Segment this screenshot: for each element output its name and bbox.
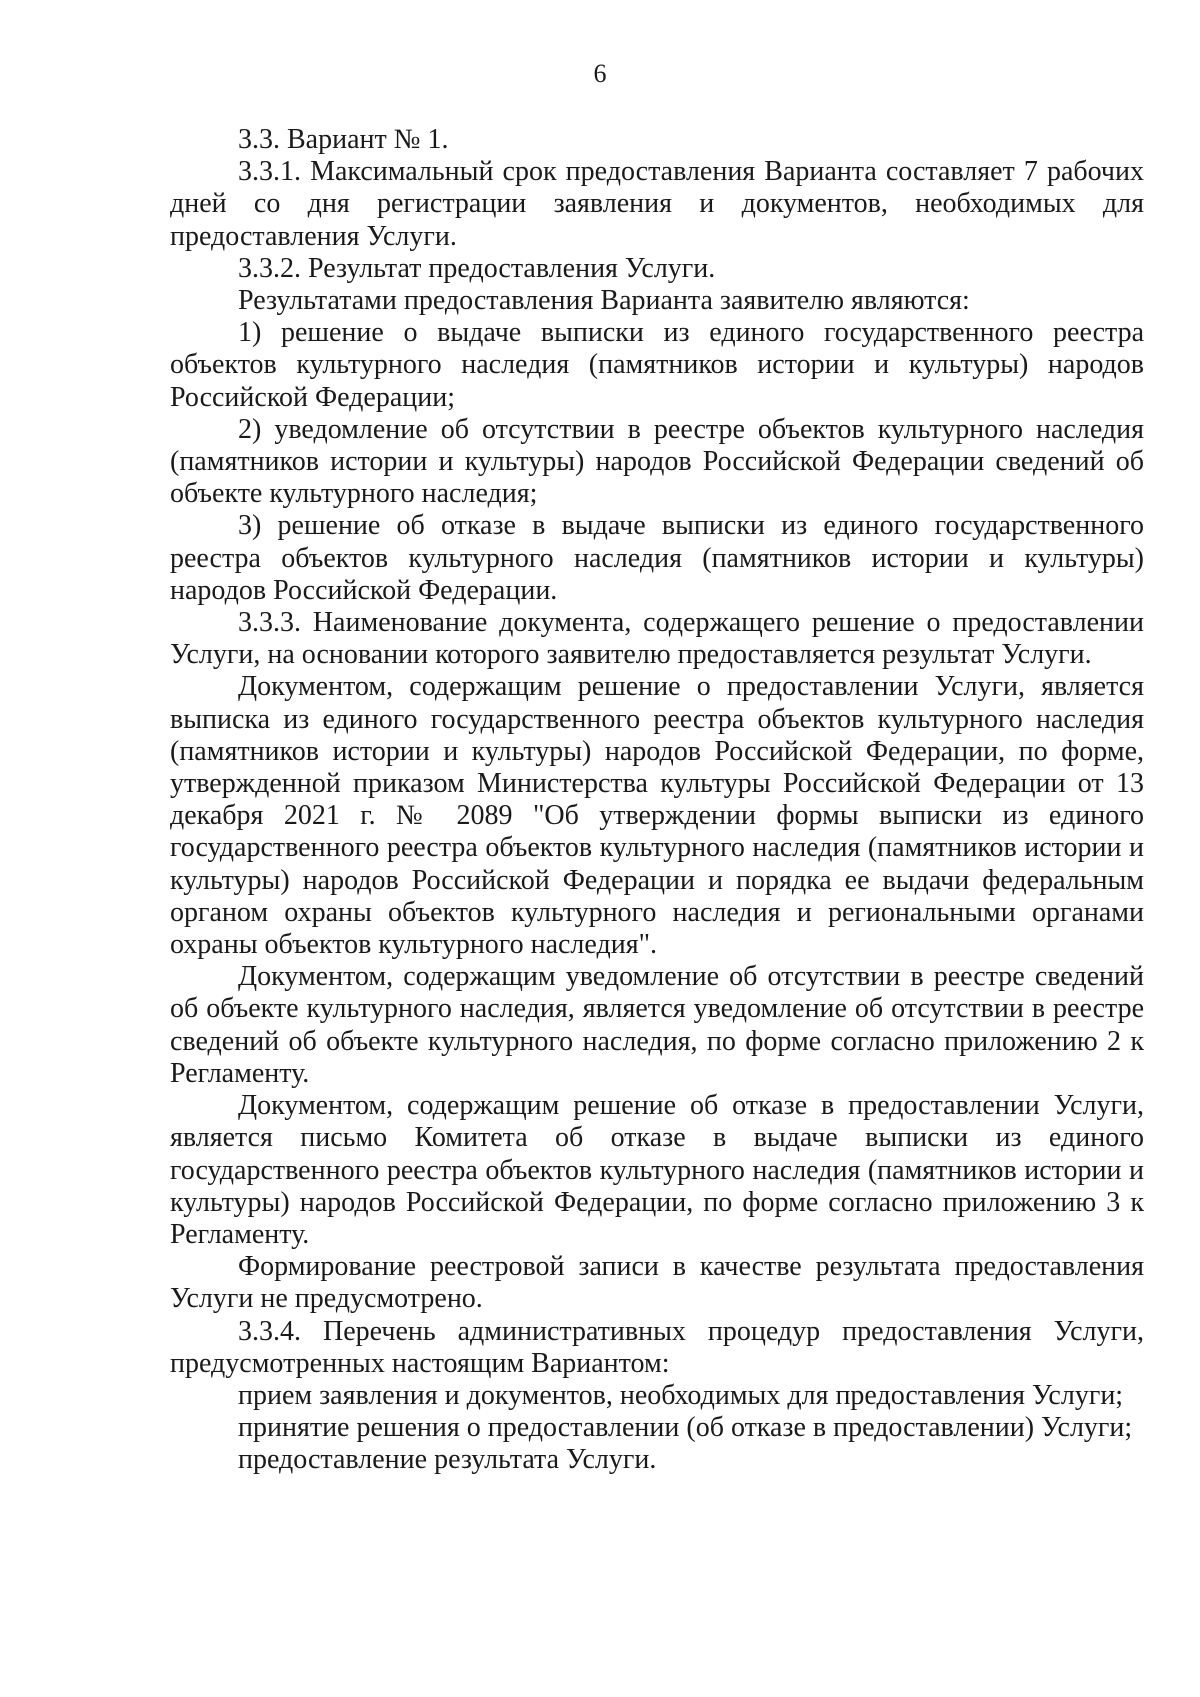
paragraph-document-refusal: Документом, содержащим решение об отказе в предоставлении Услуги, является письмо Комитета об отказе в выдаче выписки из единого государственного реестра объектов культурного наследия (памятников истории и культуры) народов Российской Федерации, по форме согласно приложению 3 к Регламенту. (170, 1090, 1144, 1250)
paragraph-document-notice: Документом, содержащим уведомление об отсутствии в реестре сведений об объекте культурного наследия, является уведомление об отсутствии в реестре сведений об объекте культурного наследия, по форме согласно приложению 2 к Регламенту. (170, 961, 1144, 1089)
list-item-3: 3) решение об отказе в выдаче выписки из единого государственного реестра объектов культурного наследия (памятников истории и культуры) народов Российской Федерации. (170, 510, 1144, 606)
procedure-item-2: принятие решения о предоставлении (об отказе в предоставлении) Услуги; (238, 1412, 1133, 1444)
list-item-2: 2) уведомление об отсутствии в реестре объектов культурного наследия (памятников истории и культуры) народов Российской Федерации сведений об объекте культурного наследия; (170, 413, 1144, 510)
page-number: 6 (593, 59, 607, 88)
procedure-item-3: предоставление результата Услуги. (238, 1444, 657, 1476)
paragraph-3-3-4: 3.3.4. Перечень административных процедур предоставления Услуги, предусмотренных настоящим Вариантом: (170, 1315, 1144, 1379)
document-body (170, 124, 1144, 1477)
paragraph-registry-record: Формирование реестровой записи в качестве результата предоставления Услуги не предусмотрено. (170, 1251, 1144, 1315)
section-heading-3-3-2: 3.3.2. Результат предоставления Услуги. (238, 252, 716, 284)
paragraph-3-3-3: 3.3.3. Наименование документа, содержащего решение о предоставлении Услуги, на основании которого заявителю предоставляется результат Услуги. (170, 607, 1144, 671)
paragraph-results-intro: Результатами предоставления Варианта заявителю являются: (238, 285, 970, 317)
list-item-1: 1) решение о выдаче выписки из единого государственного реестра объектов культурного наследия (памятников истории и культуры) народов Российской Федерации; (170, 317, 1144, 413)
section-heading-3-3: 3.3. Вариант № 1. (238, 124, 449, 155)
paragraph-3-3-1: 3.3.1. Максимальный срок предоставления Варианта составляет 7 рабочих дней со дня регистрации заявления и документов, необходимых для предоставления Услуги. (170, 156, 1144, 252)
procedure-item-1: прием заявления и документов, необходимых для предоставления Услуги; (238, 1379, 1124, 1411)
paragraph-document-decision: Документом, содержащим решение о предоставлении Услуги, является выписка из единого государственного реестра объектов культурного наследия (памятников истории и культуры) народов Российской Федерации, по форме, утвержденной приказом Министерства культуры Российской Федерации от 13 декабря 2021 г. № 2089 "Об утверждении формы выписки из единого государственного реестра объектов культурного наследия (памятников истории и культуры) народов Российской Федерации и порядка ее выдачи федеральным органом охраны объектов культурного наследия и региональными органами охраны объектов культурного наследия". (170, 671, 1144, 961)
